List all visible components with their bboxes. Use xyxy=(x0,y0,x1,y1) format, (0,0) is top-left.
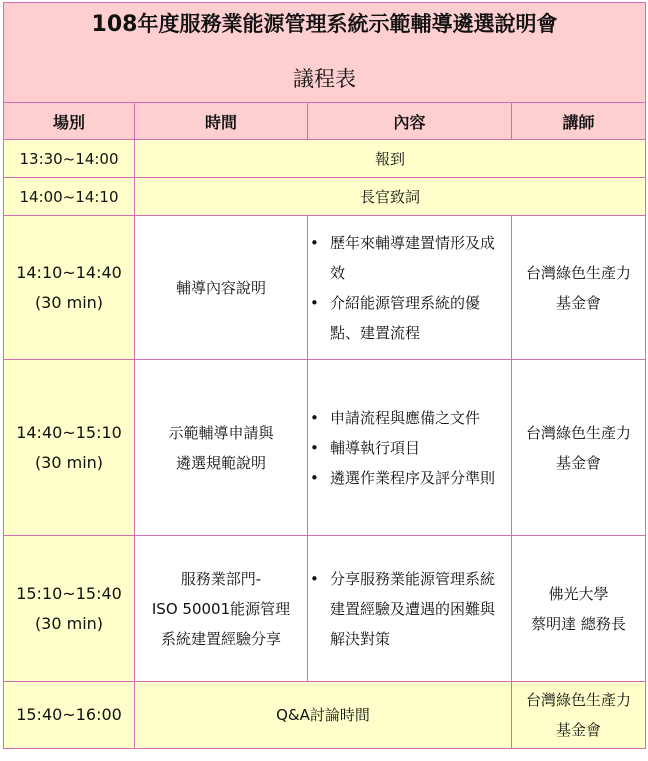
speaker-cell xyxy=(512,536,646,682)
document-title: 108年度服務業能源管理系統示範輔導遴選說明會 xyxy=(91,12,558,37)
speaker-org: 台灣綠色生產力 xyxy=(525,423,631,442)
title-row xyxy=(4,3,646,103)
agenda-document xyxy=(3,2,645,749)
content-cell xyxy=(308,536,512,682)
table-row xyxy=(4,682,646,749)
table-row xyxy=(4,536,646,682)
time-cell: 15:40~16:00 xyxy=(4,682,135,749)
topic-cell: 服務業部門- ISO 50001能源管理 系統建置經驗分享 xyxy=(135,536,308,682)
agenda-table xyxy=(3,2,646,749)
content-cell xyxy=(308,360,512,536)
duration: (30 min) xyxy=(34,292,104,312)
content-list xyxy=(308,403,511,493)
header-time: 時間 xyxy=(135,103,308,140)
speaker-cell xyxy=(512,682,646,749)
list-item: • 分享服務業能源管理系統建置經驗及遭遇的困難與解決對策 xyxy=(330,564,511,654)
title-cell xyxy=(4,3,646,103)
topic-cell: 示範輔導申請與 遴選規範說明 xyxy=(135,360,308,536)
speaker-cell xyxy=(512,360,646,536)
time-range: 14:40~15:10 xyxy=(16,422,122,442)
duration: (30 min) xyxy=(34,452,104,472)
time-cell xyxy=(4,536,135,682)
header-content: 內容 xyxy=(308,103,512,140)
document-subtitle: 議程表 xyxy=(293,67,356,91)
topic-cell: 輔導內容說明 xyxy=(135,216,308,360)
speaker-org-2: 基金會 xyxy=(555,453,601,472)
content-list xyxy=(308,228,511,348)
time-cell: 14:00~14:10 xyxy=(4,178,135,216)
speaker-org-2: 基金會 xyxy=(555,293,601,312)
time-cell: 13:30~14:00 xyxy=(4,140,135,178)
topic-cell: 報到 xyxy=(135,140,646,178)
speaker-org: 佛光大學 xyxy=(548,584,609,603)
header-session: 場別 xyxy=(4,103,135,140)
content-list xyxy=(308,564,511,654)
list-item: • 遴選作業程序及評分準則 xyxy=(330,463,511,493)
topic-cell: Q&A討論時間 xyxy=(135,682,512,749)
list-item: • 輔導執行項目 xyxy=(330,433,511,463)
table-row xyxy=(4,360,646,536)
duration: (30 min) xyxy=(34,613,104,633)
list-item: • 介紹能源管理系統的優點、建置流程 xyxy=(330,288,511,348)
topic-cell: 長官致詞 xyxy=(135,178,646,216)
header-speaker: 講師 xyxy=(512,103,646,140)
content-cell xyxy=(308,216,512,360)
table-row xyxy=(4,140,646,178)
list-item: • 申請流程與應備之文件 xyxy=(330,403,511,433)
table-row xyxy=(4,178,646,216)
speaker-org: 台灣綠色生產力 xyxy=(525,263,631,282)
speaker-org-2: 基金會 xyxy=(555,721,601,739)
list-item: • 歷年來輔導建置情形及成效 xyxy=(330,228,511,288)
table-row xyxy=(4,216,646,360)
time-range: 14:10~14:40 xyxy=(16,262,122,282)
header-row xyxy=(4,103,646,140)
speaker-name: 蔡明達 總務長 xyxy=(531,614,626,633)
speaker-cell xyxy=(512,216,646,360)
time-cell xyxy=(4,216,135,360)
time-cell xyxy=(4,360,135,536)
speaker-org: 台灣綠色生產力 xyxy=(525,691,631,709)
time-range: 15:10~15:40 xyxy=(16,583,122,603)
